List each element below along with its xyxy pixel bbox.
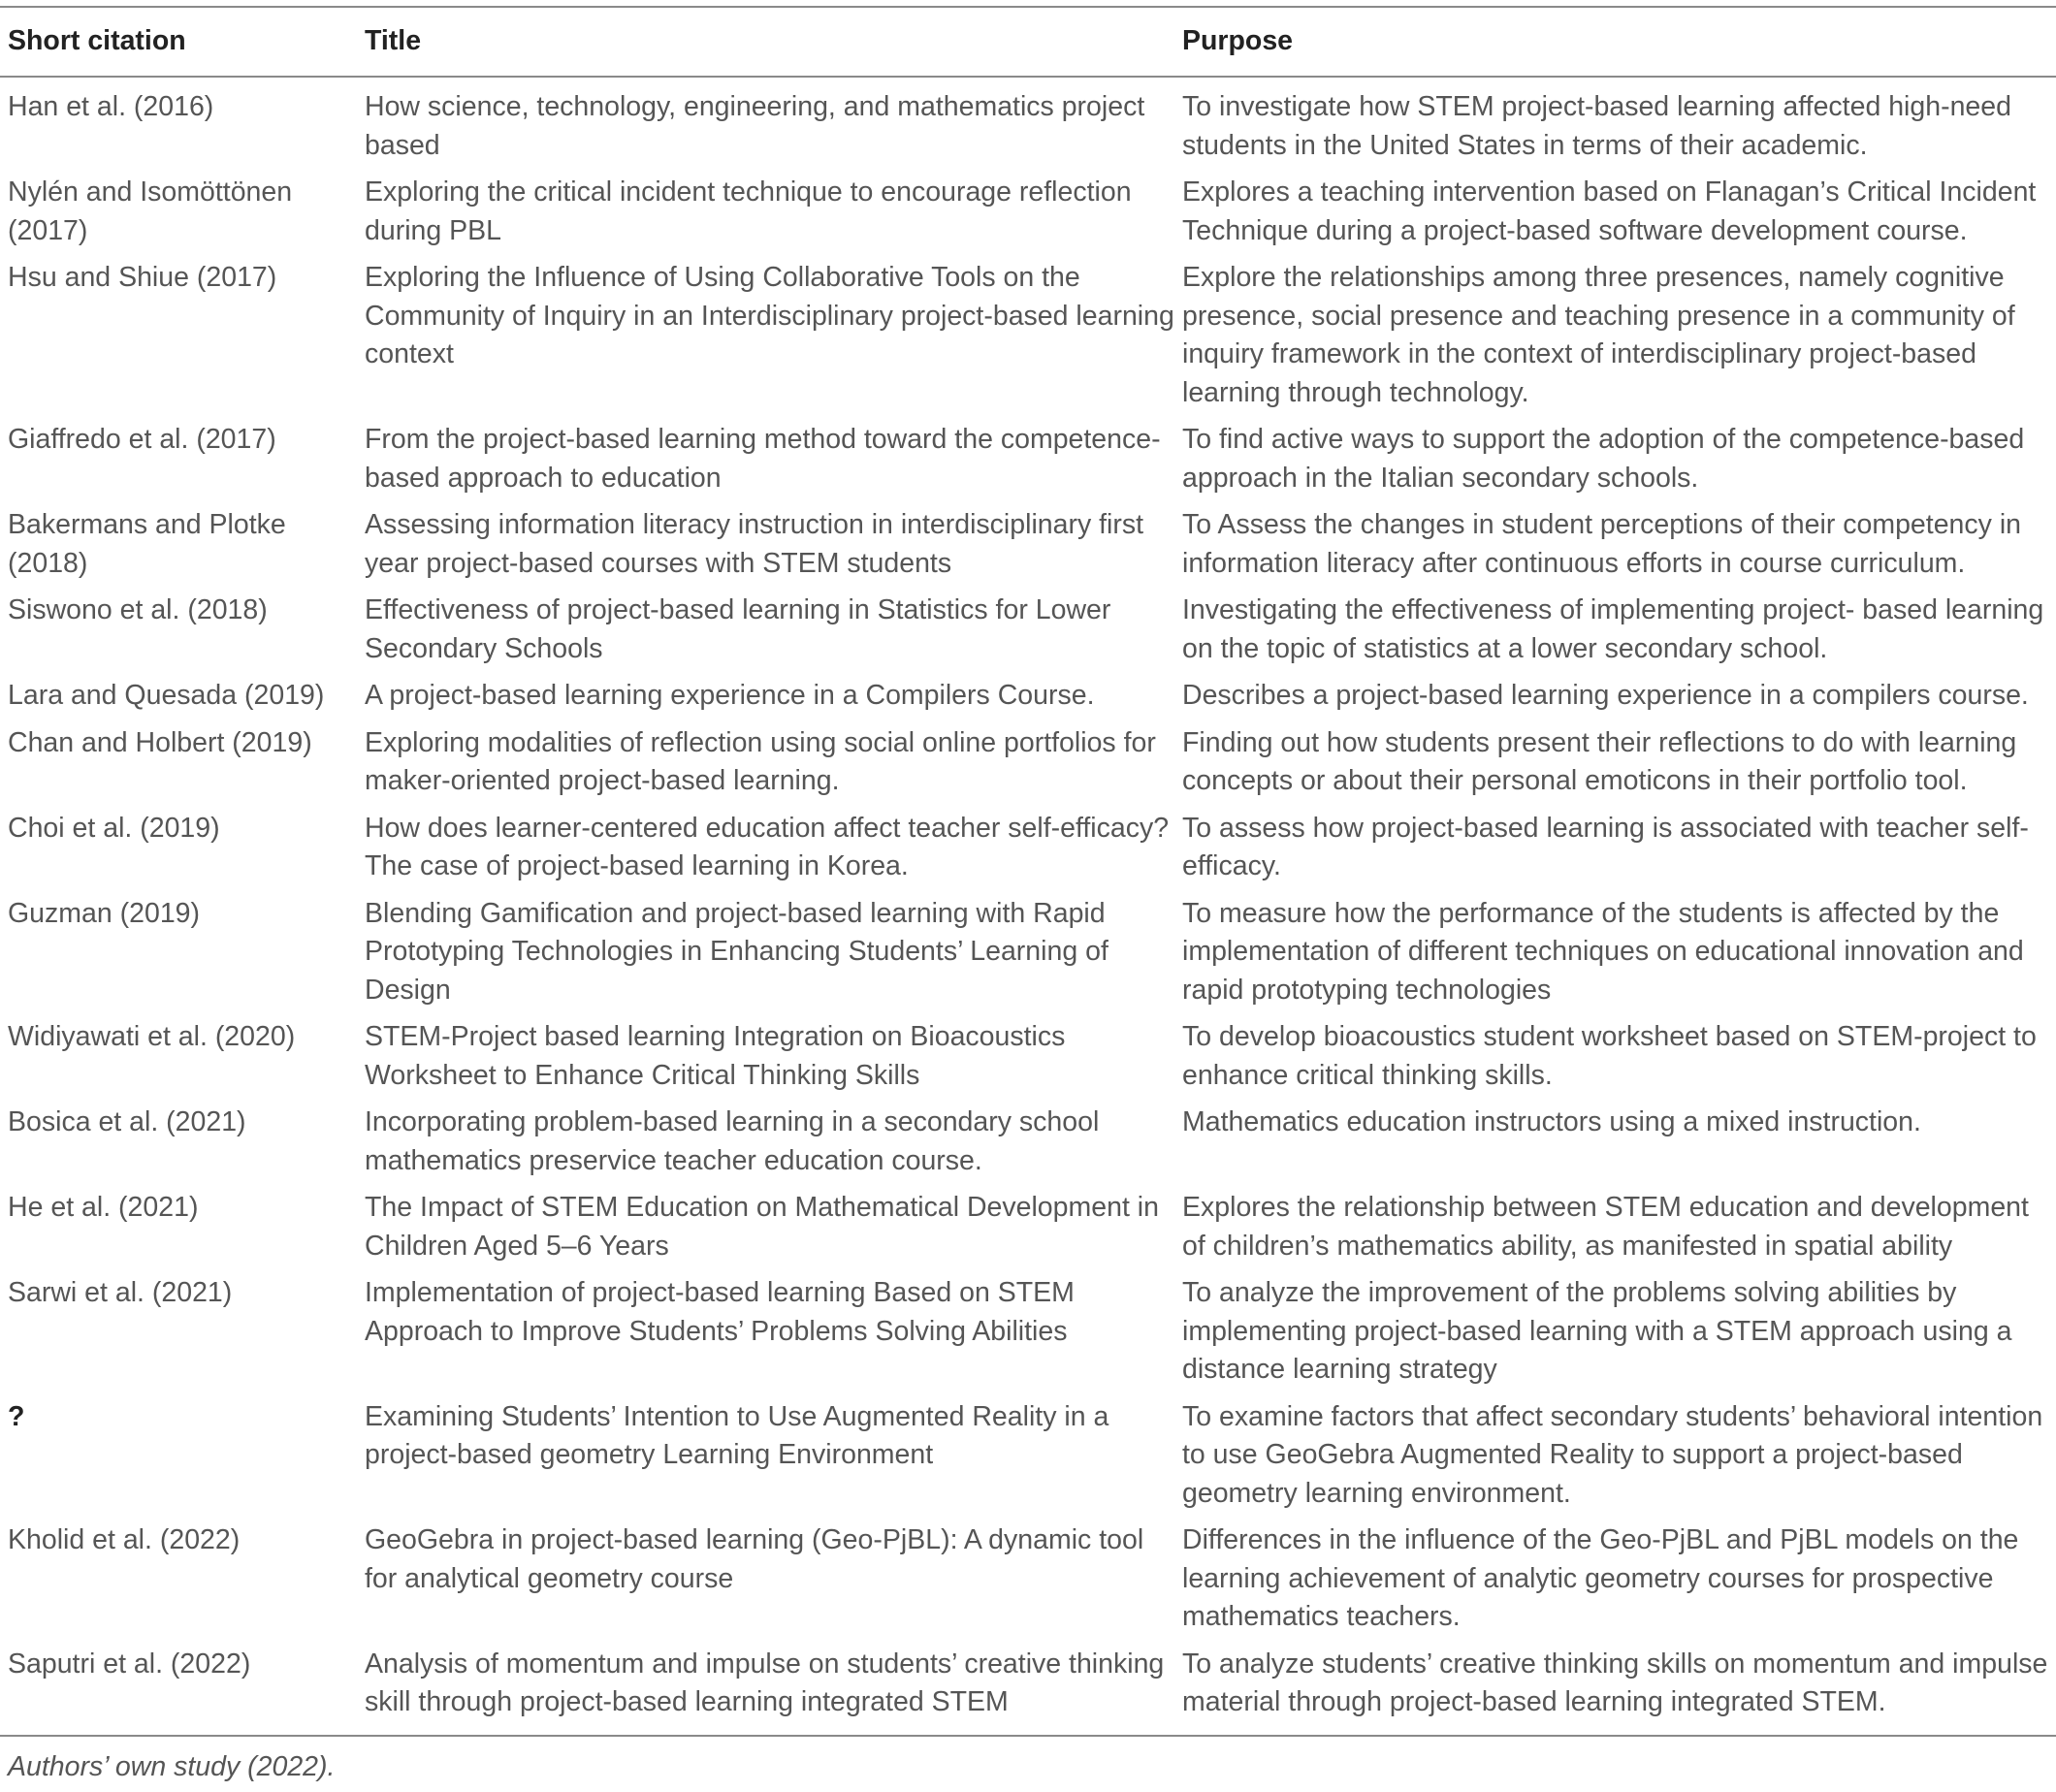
table-row bbox=[0, 1646, 2056, 1736]
cell-title: A project-based learning experience in a Compilers Course. bbox=[365, 680, 1095, 711]
cell-short-citation: Nylén and Isomöttönen (2017) bbox=[8, 176, 293, 246]
cell-title: Implementation of project-based learning Based on STEM Approach to Improve Students’ Problems Solving Abilities bbox=[365, 1277, 1075, 1347]
table-row bbox=[0, 77, 2056, 174]
cell-title: The Impact of STEM Education on Mathematical Development in Children Aged 5–6 Years bbox=[365, 1192, 1159, 1262]
cell-purpose: To develop bioacoustics student worksheet based on STEM-project to enhance critical thinking skills. bbox=[1182, 1021, 2037, 1091]
cell-purpose: Describes a project-based learning experience in a compilers course. bbox=[1182, 680, 2029, 711]
table-footnote: Authors’ own study (2022). bbox=[8, 1751, 336, 1782]
cell-title: Blending Gamification and project-based learning with Rapid Prototyping Technologies in Enhancing Students’ Learning of Design bbox=[365, 897, 1108, 1006]
header-purpose: Purpose bbox=[1182, 25, 1294, 57]
table-row bbox=[0, 1521, 2056, 1646]
cell-short-citation: Bosica et al. (2021) bbox=[8, 1106, 246, 1137]
table-row bbox=[0, 1189, 2056, 1274]
cell-short-citation: ? bbox=[8, 1400, 25, 1432]
cell-purpose: To examine factors that affect secondary students’ behavioral intention to use GeoGebra Augmented Reality to support a project-based geometry learning environment. bbox=[1182, 1400, 2043, 1509]
cell-title: Effectiveness of project-based learning in Statistics for Lower Secondary Schools bbox=[365, 594, 1111, 664]
table-row bbox=[0, 677, 2056, 724]
table-row bbox=[0, 1104, 2056, 1189]
cell-purpose: Investigating the effectiveness of implementing project- based learning on the topic of statistics at a lower secondary school. bbox=[1182, 594, 2044, 664]
cell-short-citation: Hsu and Shiue (2017) bbox=[8, 262, 277, 293]
table-row bbox=[0, 259, 2056, 421]
cell-title: Incorporating problem-based learning in a secondary school mathematics preservice teacher education course. bbox=[365, 1106, 1100, 1176]
table-row bbox=[0, 1398, 2056, 1522]
cell-short-citation: Guzman (2019) bbox=[8, 897, 201, 929]
cell-purpose: To analyze students’ creative thinking skills on momentum and impulse material through project-based learning integrated STEM. bbox=[1182, 1648, 2048, 1717]
cell-purpose: Finding out how students present their reflections to do with learning concepts or about their personal emoticons in their portfolio tool. bbox=[1182, 726, 2017, 796]
cell-short-citation: Saputri et al. (2022) bbox=[8, 1648, 251, 1680]
cell-short-citation: Giaffredo et al. (2017) bbox=[8, 424, 276, 455]
literature-table-container bbox=[0, 6, 2056, 1737]
table-row bbox=[0, 895, 2056, 1019]
cell-title: STEM-Project based learning Integration on Bioacoustics Worksheet to Enhance Critical Thinking Skills bbox=[365, 1021, 1066, 1091]
cell-short-citation: Siswono et al. (2018) bbox=[8, 594, 268, 625]
table-row bbox=[0, 1018, 2056, 1104]
cell-purpose: Explores a teaching intervention based on Flanagan’s Critical Incident Technique during a project-based software development course. bbox=[1182, 176, 2037, 246]
cell-short-citation: Widiyawati et al. (2020) bbox=[8, 1021, 296, 1052]
cell-title: Assessing information literacy instruction in interdisciplinary first year project-based courses with STEM students bbox=[365, 509, 1144, 579]
table-header bbox=[0, 7, 2056, 77]
header-row bbox=[0, 7, 2056, 77]
cell-title: From the project-based learning method toward the competence-based approach to education bbox=[365, 424, 1161, 494]
cell-title: Analysis of momentum and impulse on students’ creative thinking skill through project-based learning integrated STEM bbox=[365, 1648, 1165, 1717]
cell-purpose: To Assess the changes in student perceptions of their competency in information literacy after continuous efforts in course curriculum. bbox=[1182, 509, 2022, 579]
cell-title: Examining Students’ Intention to Use Augmented Reality in a project-based geometry Learning Environment bbox=[365, 1400, 1109, 1470]
cell-title: How science, technology, engineering, and mathematics project based bbox=[365, 91, 1145, 161]
table-row bbox=[0, 1274, 2056, 1398]
cell-purpose: Differences in the influence of the Geo-PjBL and PjBL models on the learning achievement of analytic geometry courses for prospective mathematics teachers. bbox=[1182, 1524, 2019, 1632]
cell-title: GeoGebra in project-based learning (Geo-PjBL): A dynamic tool for analytical geometry course bbox=[365, 1524, 1144, 1594]
literature-table bbox=[0, 6, 2056, 1737]
cell-short-citation: Bakermans and Plotke (2018) bbox=[8, 509, 286, 579]
table-row bbox=[0, 810, 2056, 895]
cell-purpose: Explores the relationship between STEM education and development of children’s mathematics ability, as manifested in spatial ability bbox=[1182, 1192, 2029, 1262]
cell-short-citation: Han et al. (2016) bbox=[8, 91, 214, 122]
cell-purpose: To measure how the performance of the students is affected by the implementation of different techniques on educational innovation and rapid prototyping technologies bbox=[1182, 897, 2024, 1006]
cell-purpose: To find active ways to support the adoption of the competence-based approach in the Italian secondary schools. bbox=[1182, 424, 2025, 494]
cell-purpose: To investigate how STEM project-based learning affected high-need students in the United States in terms of their academic. bbox=[1182, 91, 2011, 161]
table-row bbox=[0, 724, 2056, 810]
cell-title: How does learner-centered education affect teacher self-efficacy? The case of project-based learning in Korea. bbox=[365, 812, 1170, 881]
table-body bbox=[0, 77, 2056, 1736]
cell-purpose: Explore the relationships among three presences, namely cognitive presence, social presence and teaching presence in a community of inquiry framework in the context of interdisciplinary project-based learning through technology. bbox=[1182, 262, 2015, 408]
cell-short-citation: Choi et al. (2019) bbox=[8, 812, 220, 844]
cell-purpose: To analyze the improvement of the problems solving abilities by implementing project-based learning with a STEM approach using a distance learning strategy bbox=[1182, 1277, 2012, 1385]
cell-short-citation: Lara and Quesada (2019) bbox=[8, 680, 325, 711]
cell-title: Exploring modalities of reflection using social online portfolios for maker-oriented project-based learning. bbox=[365, 726, 1156, 796]
cell-short-citation: Kholid et al. (2022) bbox=[8, 1524, 241, 1555]
cell-short-citation: Sarwi et al. (2021) bbox=[8, 1277, 233, 1308]
header-short-citation: Short citation bbox=[8, 25, 186, 57]
table-row bbox=[0, 592, 2056, 677]
cell-purpose: To assess how project-based learning is associated with teacher self-efficacy. bbox=[1182, 812, 2029, 881]
cell-short-citation: Chan and Holbert (2019) bbox=[8, 726, 312, 758]
cell-purpose: Mathematics education instructors using a mixed instruction. bbox=[1182, 1106, 1921, 1137]
cell-title: Exploring the critical incident technique to encourage reflection during PBL bbox=[365, 176, 1132, 246]
cell-title: Exploring the Influence of Using Collaborative Tools on the Community of Inquiry in an Interdisciplinary project-based learning context bbox=[365, 262, 1174, 369]
table-row bbox=[0, 174, 2056, 259]
table-row bbox=[0, 506, 2056, 592]
header-title: Title bbox=[365, 25, 422, 57]
cell-short-citation: He et al. (2021) bbox=[8, 1192, 199, 1223]
table-row bbox=[0, 421, 2056, 506]
